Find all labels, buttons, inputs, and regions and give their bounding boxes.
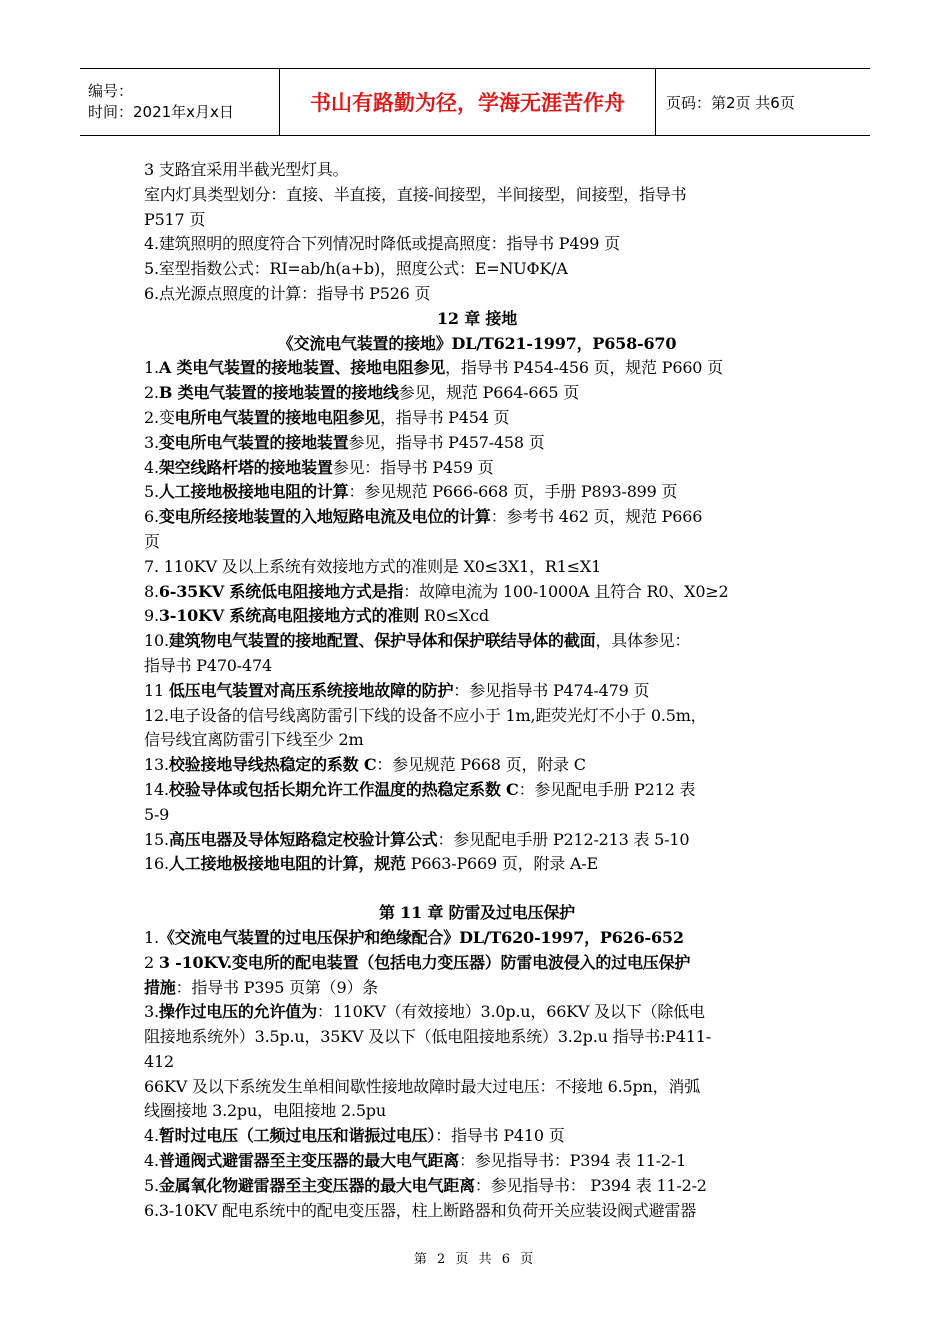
text-line xyxy=(144,604,810,629)
text-span: 14. xyxy=(144,779,169,799)
text-line xyxy=(144,704,810,729)
header-meta xyxy=(80,69,280,135)
text-line xyxy=(144,828,810,853)
text-span: ：参见配电手册 P212 表 xyxy=(518,779,696,799)
bold-text: 措施 xyxy=(144,977,176,997)
text-span: 参见：指导书 P459 页 xyxy=(332,457,494,477)
bold-text: 人工接地极接地电阻的计算 xyxy=(158,482,349,502)
text-span: 室内灯具类型划分：直接、半直接，直接-间接型，半间接型，间接型，指导书 xyxy=(144,184,687,204)
text-span: 5. xyxy=(144,482,159,502)
section-heading xyxy=(144,332,810,357)
text-span: 信号线宜离防雷引下线至少 2m xyxy=(144,730,364,750)
text-line xyxy=(144,555,810,580)
text-line xyxy=(144,431,810,456)
text-line xyxy=(144,1149,810,1174)
text-span: 6.3-10KV 配电系统中的配电变压器，柱上断路器和负荷开关应装设阀式避雷器 xyxy=(144,1200,697,1220)
text-span: 1. xyxy=(144,927,159,947)
text-line xyxy=(144,1075,810,1100)
text-line xyxy=(144,208,810,233)
text-span: 412 xyxy=(144,1051,174,1071)
text-line xyxy=(144,778,810,803)
text-line xyxy=(144,356,810,381)
text-line xyxy=(144,654,810,679)
text-line xyxy=(144,1000,810,1025)
text-line xyxy=(144,753,810,778)
text-span: ，指导书 P454-456 页，规范 P660 页 xyxy=(445,358,723,378)
bold-text: 操作过电压的允许值为 xyxy=(158,1002,317,1022)
bold-text: 6-35KV 系统低电阻接地方式是指 xyxy=(158,581,404,601)
text-line xyxy=(144,1025,810,1050)
text-line xyxy=(144,381,810,406)
doc-date: 时间：2021年x月x日 xyxy=(88,103,234,121)
text-span: 6. xyxy=(144,507,159,527)
text-span: P663-P669 页，附录 A-E xyxy=(405,854,598,874)
text-line xyxy=(144,679,810,704)
text-span: 4.建筑照明的照度符合下列情况时降低或提高照度：指导书 P499 页 xyxy=(144,234,620,254)
text-span: P517 页 xyxy=(144,209,206,229)
doc-number-label: 编号： xyxy=(88,82,134,100)
text-line xyxy=(144,406,810,431)
document-body xyxy=(144,158,810,1223)
text-span: 6.点光源点照度的计算：指导书 P526 页 xyxy=(144,283,431,303)
header-motto xyxy=(280,69,656,135)
text-line xyxy=(144,257,810,282)
header-page-info xyxy=(656,69,870,135)
bold-text: 校验导体或包括长期允许工作温度的热稳定系数 C xyxy=(168,779,519,799)
text-span: ，具体参见： xyxy=(595,631,691,651)
text-span: 指导书 P470-474 xyxy=(144,655,272,675)
blank-line xyxy=(144,877,810,901)
text-line xyxy=(144,183,810,208)
text-span: 4. xyxy=(144,457,159,477)
text-span: ：参见规范 P666-668 页，手册 P893-899 页 xyxy=(348,482,678,502)
bold-text: 低压电气装置对高压系统接地故障的防护 xyxy=(168,680,454,700)
bold-text: 《交流电气装置的过电压保护和绝缘配合》DL/T620-1997，P626-652 xyxy=(158,927,684,947)
text-span: 10. xyxy=(144,631,169,651)
text-span: 12.电子设备的信号线离防雷引下线的设备不应小于 1m,距荧光灯不小于 0.5m， xyxy=(144,705,707,725)
bold-text: 12 章 接地 xyxy=(436,308,517,328)
text-span: 1. xyxy=(144,358,159,378)
text-span: 5.室型指数公式：RI=ab/h(a+b)，照度公式：E=NUΦK/A xyxy=(144,259,568,279)
bold-text: 普通阀式避雷器至主变压器的最大电气距离 xyxy=(158,1151,460,1171)
text-line xyxy=(144,1174,810,1199)
text-span: 16. xyxy=(144,854,169,874)
text-span: ：参见指导书 P474-479 页 xyxy=(453,680,650,700)
text-line xyxy=(144,629,810,654)
text-line xyxy=(144,926,810,951)
text-span: 参见，规范 P664-665 页 xyxy=(398,383,580,403)
text-line xyxy=(144,1050,810,1075)
section-heading xyxy=(144,901,810,926)
text-line xyxy=(144,158,810,183)
text-span: ：参见规范 P668 页，附录 C xyxy=(376,755,586,775)
text-span: 参见，指导书 P457-458 页 xyxy=(348,432,545,452)
text-span: ：指导书 P410 页 xyxy=(435,1126,565,1146)
text-line xyxy=(144,1199,810,1224)
bold-text: 变电所电气装置的接地装置 xyxy=(158,432,349,452)
text-span: ：110KV（有效接地）3.0p.u，66KV 及以下（除低电 xyxy=(316,1002,705,1022)
text-line xyxy=(144,951,810,976)
bold-text: 建筑物电气装置的接地配置、保护导体和保护联结导体的截面 xyxy=(168,631,596,651)
text-line xyxy=(144,480,810,505)
text-line xyxy=(144,456,810,481)
text-line xyxy=(144,530,810,555)
text-line xyxy=(144,728,810,753)
bold-text: 人工接地极接地电阻的计算，规范 xyxy=(168,854,406,874)
text-line xyxy=(144,976,810,1001)
text-span: 5. xyxy=(144,1175,159,1195)
text-span: 3. xyxy=(144,432,159,452)
bold-text: 《交流电气装置的接地》DL/T621-1997，P658-670 xyxy=(277,333,677,353)
bold-text: B 类电气装置的接地装置的接地线 xyxy=(158,383,399,403)
bold-text: 高压电器及导体短路稳定校验计算公式 xyxy=(168,829,438,849)
text-span: 页 xyxy=(144,531,160,551)
page-header xyxy=(80,68,870,136)
text-span: 7. 110KV 及以上系统有效接地方式的准则是 X0≤3X1，R1≤X1 xyxy=(144,556,602,576)
text-span: ：参见配电手册 P212-213 表 5-10 xyxy=(437,829,690,849)
text-span: ：参见指导书：P394 表 11-2-1 xyxy=(459,1151,687,1171)
bold-text: 3 -10KV.变电所的配电装置（包括电力变压器）防雷电波侵入的过电压保护 xyxy=(158,952,691,972)
text-line xyxy=(144,803,810,828)
text-span: 2 xyxy=(144,952,159,972)
text-span: ：参见指导书： P394 表 11-2-2 xyxy=(474,1175,707,1195)
text-span: ：指导书 P395 页第（9）条 xyxy=(175,977,379,997)
page-footer: 第 2 页 共 6 页 xyxy=(413,1252,537,1267)
bold-text: 校验接地导线热稳定的系数 C xyxy=(168,755,377,775)
text-span: 15. xyxy=(144,829,169,849)
motto-text: 书山有路勤为径，学海无涯苦作舟 xyxy=(310,91,625,115)
text-line xyxy=(144,852,810,877)
text-span: 3. xyxy=(144,1002,159,1022)
text-span: 5-9 xyxy=(144,804,170,824)
page-info-text: 页码：第2页 共6页 xyxy=(666,93,795,112)
text-line xyxy=(144,1099,810,1124)
text-span: 11 xyxy=(144,680,169,700)
bold-text: 金属氧化物避雷器至主变压器的最大电气距离 xyxy=(158,1175,475,1195)
text-line xyxy=(144,505,810,530)
text-line xyxy=(144,232,810,257)
text-line xyxy=(144,580,810,605)
text-span: 阻接地系统外）3.5p.u，35KV 及以下（低电阻接地系统）3.2p.u 指导书:P411- xyxy=(144,1027,711,1047)
text-span: 2.变 xyxy=(144,407,175,427)
text-span: 4. xyxy=(144,1126,159,1146)
bold-text: 第 11 章 防雷及过电压保护 xyxy=(379,903,575,923)
text-span: R0≤Xcd xyxy=(419,606,489,626)
bold-text: A 类电气装置的接地装置、接地电阻参见 xyxy=(158,358,446,378)
bold-text: 电所电气装置的接地电阻参见 xyxy=(174,407,381,427)
text-span: 8. xyxy=(144,581,159,601)
text-span: 线圈接地 3.2pu，电阻接地 2.5pu xyxy=(144,1101,386,1121)
text-span: ，指导书 P454 页 xyxy=(380,407,510,427)
text-span: 66KV 及以下系统发生单相间歇性接地故障时最大过电压：不接地 6.5pn，消弧 xyxy=(144,1076,701,1096)
text-span: 3 支路宜采用半截光型灯具。 xyxy=(144,160,349,179)
text-span: 13. xyxy=(144,755,169,775)
text-span: 9. xyxy=(144,606,159,626)
bold-text: 变电所经接地装置的入地短路电流及电位的计算 xyxy=(158,507,491,527)
text-line xyxy=(144,282,810,307)
bold-text: 3-10KV 系统高电阻接地方式的准则 xyxy=(158,606,420,626)
section-heading xyxy=(144,307,810,332)
text-span: ：故障电流为 100-1000A 且符合 R0、X0≥2 xyxy=(403,581,729,601)
text-line xyxy=(144,1124,810,1149)
text-span: 4. xyxy=(144,1151,159,1171)
text-span: ：参考书 462 页，规范 P666 xyxy=(490,507,703,527)
bold-text: 架空线路杆塔的接地装置 xyxy=(158,457,333,477)
text-span: 2. xyxy=(144,383,159,403)
bold-text: 暂时过电压（工频过电压和谐振过电压） xyxy=(158,1126,436,1146)
